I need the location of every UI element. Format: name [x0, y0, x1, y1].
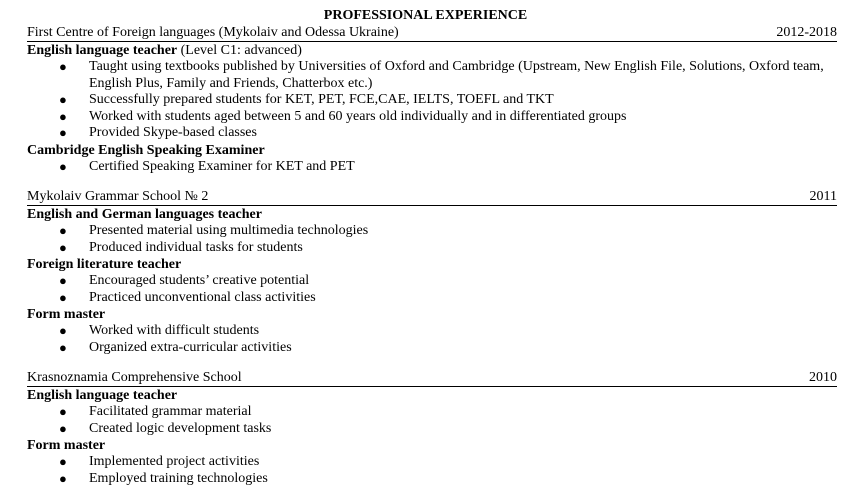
- list-item: ● Facilitated grammar material: [59, 404, 252, 419]
- bullet-icon: ●: [59, 108, 67, 124]
- duties-list: [27, 273, 837, 306]
- section-title: PROFESSIONAL EXPERIENCE: [323, 8, 528, 23]
- duties-list: [27, 59, 837, 142]
- duties-list: [27, 159, 837, 176]
- bullet-icon: ●: [59, 339, 67, 355]
- bullet-icon: ●: [59, 323, 67, 338]
- list-item: ● Created logic development tasks: [59, 420, 272, 436]
- list-item: ● Successfully prepared students for KET, PET, FCE,CAE, IELTS, TOEFL and TKT: [59, 92, 554, 107]
- bullet-icon: ●: [59, 158, 67, 174]
- list-item: ● Practiced unconventional class activities: [59, 289, 316, 305]
- list-item: ● Employed training technologies: [59, 470, 268, 486]
- experience-entry: [27, 369, 837, 487]
- list-item: ● Worked with students aged between 5 and 60 years old individually and in differentiated groups: [59, 108, 627, 124]
- bullet-icon: ●: [59, 273, 67, 288]
- bullet-icon: ●: [59, 420, 67, 436]
- organization-row: [27, 188, 837, 206]
- bullet-icon: ●: [59, 223, 67, 238]
- bullet-icon: ●: [59, 92, 67, 107]
- role-title: English language teacher (Level C1: advanced): [27, 43, 302, 58]
- role-title: Form master: [27, 307, 106, 322]
- organization-name: Krasnoznamia Comprehensive School: [27, 370, 242, 385]
- bullet-icon: ●: [59, 125, 67, 140]
- list-item: ● Worked with difficult students: [59, 323, 260, 338]
- duties-list: [27, 454, 837, 487]
- organization-name: Mykolaiv Grammar School № 2: [27, 189, 209, 204]
- list-item: ● Provided Skype-based classes: [59, 125, 257, 140]
- employment-years: 2012-2018: [776, 25, 837, 40]
- bullet-icon: ●: [59, 239, 67, 255]
- list-item: ● Implemented project activities: [59, 454, 260, 469]
- bullet-icon: ●: [59, 470, 67, 486]
- role-level: (Level C1: advanced): [177, 43, 302, 58]
- employment-years: 2010: [809, 370, 837, 385]
- list-item: ● Presented material using multimedia technologies: [59, 223, 369, 238]
- duties-list: [27, 404, 837, 437]
- duties-list: [27, 223, 837, 256]
- organization-name: First Centre of Foreign languages (Mykolaiv and Odessa Ukraine): [27, 25, 399, 40]
- bullet-icon: ●: [59, 454, 67, 469]
- list-item: ● Taught using textbooks published by Universities of Oxford and Cambridge (Upstream, New English File, Solutions, Oxford team, English Plus, Family and Friends, Chatterbox etc.): [59, 59, 824, 91]
- organization-row: [27, 369, 837, 387]
- list-item: ● Encouraged students’ creative potential: [59, 273, 310, 288]
- bullet-icon: ●: [59, 289, 67, 305]
- role-title: English language teacher: [27, 388, 178, 403]
- experience-entry: [27, 24, 837, 175]
- list-item: ● Organized extra-curricular activities: [59, 339, 292, 355]
- bullet-icon: ●: [59, 404, 67, 419]
- role-title: English and German languages teacher: [27, 207, 262, 222]
- list-item: ● Certified Speaking Examiner for KET and PET: [59, 158, 355, 174]
- organization-row: [27, 24, 837, 42]
- role-title: Cambridge English Speaking Examiner: [27, 142, 265, 158]
- role-title: Form master: [27, 438, 106, 453]
- experience-entry: [27, 188, 837, 356]
- role-title: Foreign literature teacher: [27, 257, 182, 272]
- duties-list: [27, 323, 837, 356]
- bullet-icon: ●: [59, 59, 67, 74]
- list-item: ● Produced individual tasks for students: [59, 239, 303, 255]
- employment-years: 2011: [809, 189, 837, 204]
